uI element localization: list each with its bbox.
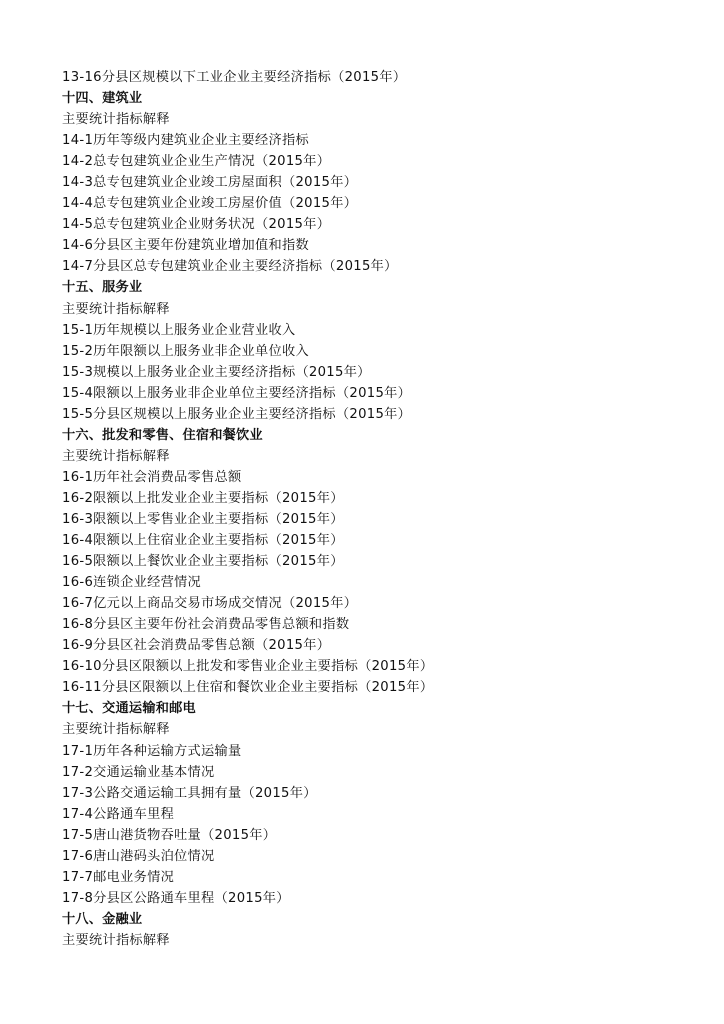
toc-line: 主要统计指标解释 — [62, 448, 170, 464]
toc-line: 主要统计指标解释 — [62, 932, 170, 948]
toc-line: 16-6连锁企业经营情况 — [62, 575, 202, 591]
section-heading: 十八、金融业 — [62, 911, 143, 927]
toc-line: 14-6分县区主要年份建筑业增加值和指数 — [62, 238, 309, 254]
toc-line: 16-5限额以上餐饮业企业主要指标（2015年） — [62, 554, 344, 570]
toc-line: 15-4限额以上服务业非企业单位主要经济指标（2015年） — [62, 385, 412, 401]
toc-line: 16-3限额以上零售业企业主要指标（2015年） — [62, 511, 344, 527]
toc-line: 15-3规模以上服务业企业主要经济指标（2015年） — [62, 364, 371, 380]
table-of-contents — [62, 67, 702, 951]
toc-line: 15-2历年限额以上服务业非企业单位收入 — [62, 343, 309, 359]
toc-line: 14-3总专包建筑业企业竣工房屋面积（2015年） — [62, 175, 358, 191]
toc-line: 16-9分县区社会消费品零售总额（2015年） — [62, 638, 331, 654]
toc-line: 主要统计指标解释 — [62, 722, 170, 738]
toc-line: 17-4公路通车里程 — [62, 806, 175, 822]
toc-line: 14-1历年等级内建筑业企业主要经济指标 — [62, 133, 309, 149]
section-heading: 十四、建筑业 — [62, 91, 143, 107]
toc-line: 17-5唐山港货物吞吐量（2015年） — [62, 827, 277, 843]
toc-line: 17-6唐山港码头泊位情况 — [62, 848, 215, 864]
toc-line: 主要统计指标解释 — [62, 112, 170, 128]
toc-line: 16-8分县区主要年份社会消费品零售总额和指数 — [62, 617, 350, 633]
toc-line: 15-5分县区规模以上服务业企业主要经济指标（2015年） — [62, 406, 412, 422]
section-heading: 十七、交通运输和邮电 — [62, 701, 196, 717]
section-heading: 十五、服务业 — [62, 280, 143, 296]
toc-line: 16-11分县区限额以上住宿和餐饮业企业主要指标（2015年） — [62, 680, 434, 696]
toc-line: 16-2限额以上批发业企业主要指标（2015年） — [62, 490, 344, 506]
toc-line: 14-7分县区总专包建筑业企业主要经济指标（2015年） — [62, 259, 398, 275]
toc-line: 15-1历年规模以上服务业企业营业收入 — [62, 322, 296, 338]
toc-line: 16-4限额以上住宿业企业主要指标（2015年） — [62, 533, 344, 549]
toc-line: 17-1历年各种运输方式运输量 — [62, 743, 242, 759]
toc-line: 14-4总专包建筑业企业竣工房屋价值（2015年） — [62, 196, 358, 212]
toc-line: 16-10分县区限额以上批发和零售业企业主要指标（2015年） — [62, 659, 434, 675]
toc-line: 14-5总专包建筑业企业财务状况（2015年） — [62, 217, 331, 233]
toc-line: 17-2交通运输业基本情况 — [62, 764, 215, 780]
toc-line: 17-8分县区公路通车里程（2015年） — [62, 890, 290, 906]
toc-line: 主要统计指标解释 — [62, 301, 170, 317]
section-heading: 十六、批发和零售、住宿和餐饮业 — [62, 427, 263, 443]
toc-line: 13-16分县区规模以下工业企业主要经济指标（2015年） — [62, 70, 407, 85]
toc-line: 17-7邮电业务情况 — [62, 869, 175, 885]
toc-line: 14-2总专包建筑业企业生产情况（2015年） — [62, 154, 331, 170]
toc-line: 17-3公路交通运输工具拥有量（2015年） — [62, 785, 317, 801]
toc-line: 16-1历年社会消费品零售总额 — [62, 469, 242, 485]
toc-line: 16-7亿元以上商品交易市场成交情况（2015年） — [62, 596, 358, 612]
